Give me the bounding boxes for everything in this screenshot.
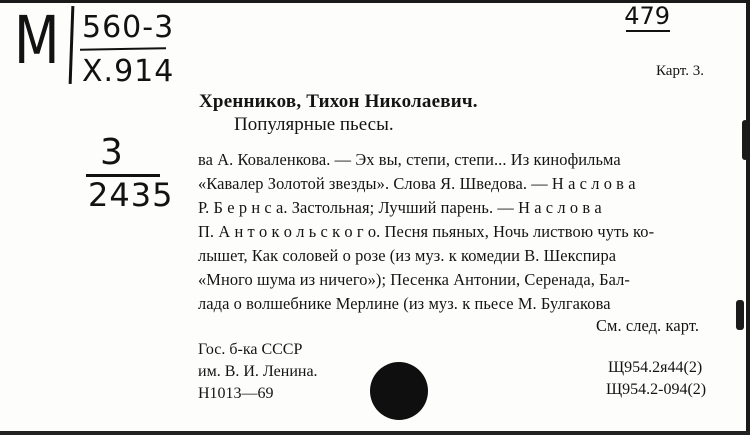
handwritten-underline [626, 30, 670, 32]
handwritten-corner-number: 479 [624, 2, 670, 30]
handwritten-fraction-top: 3 [100, 132, 123, 173]
library-code: Н1013—69 [198, 385, 274, 402]
body-line: лышет, Как соловей о розе (из муз. к комедии В. Шекспира [198, 246, 617, 265]
body-line: ва А. Коваленкова. — Эх вы, степи, степи... Из кинофильма [198, 150, 621, 169]
scan-edge-right [746, 0, 750, 435]
body-line: Р. Б е р н с а. Застольная; Лучший парень. — Н а с л о в а [198, 198, 602, 217]
library-line: им. В. И. Ленина. [198, 363, 318, 380]
body-line: «Много шума из ничего»); Песенка Антонии, Серенада, Бал- [198, 270, 630, 289]
scan-speck [736, 300, 744, 330]
author-heading: Хренников, Тихон Николаевич. [199, 91, 478, 112]
handwritten-fraction-bottom: 2435 [88, 176, 174, 214]
body-line: «Кавалер Золотой звезды». Слова Я. Шведова. — Н а с л о в а [198, 174, 636, 193]
classification-code: Щ954.2-094(2) [606, 381, 707, 398]
work-title: Популярные пьесы. [234, 114, 394, 135]
classification-code: Щ954.2я44(2) [608, 359, 703, 376]
card-number: Карт. 3. [656, 63, 704, 79]
scan-edge-bottom [0, 431, 750, 435]
handwritten-rule [80, 47, 166, 51]
see-next-card-note: См. след. карт. [596, 316, 700, 335]
punch-hole [370, 362, 428, 420]
library-line: Гос. б-ка СССР [198, 341, 303, 358]
body-line: лада о волшебнике Мерлине (из муз. к пьесе М. Булгакова [198, 294, 611, 313]
handwritten-collection-letter: M [14, 2, 58, 79]
scan-speck [742, 120, 748, 160]
handwritten-shelf-top: 560-3 [82, 10, 175, 45]
handwritten-shelf-bottom: X.914 [82, 54, 175, 89]
body-line: П. А н т о к о л ь с к о г о. Песня пьяных, Ночь листвою чуть ко- [198, 222, 655, 241]
handwritten-divider [69, 6, 75, 84]
